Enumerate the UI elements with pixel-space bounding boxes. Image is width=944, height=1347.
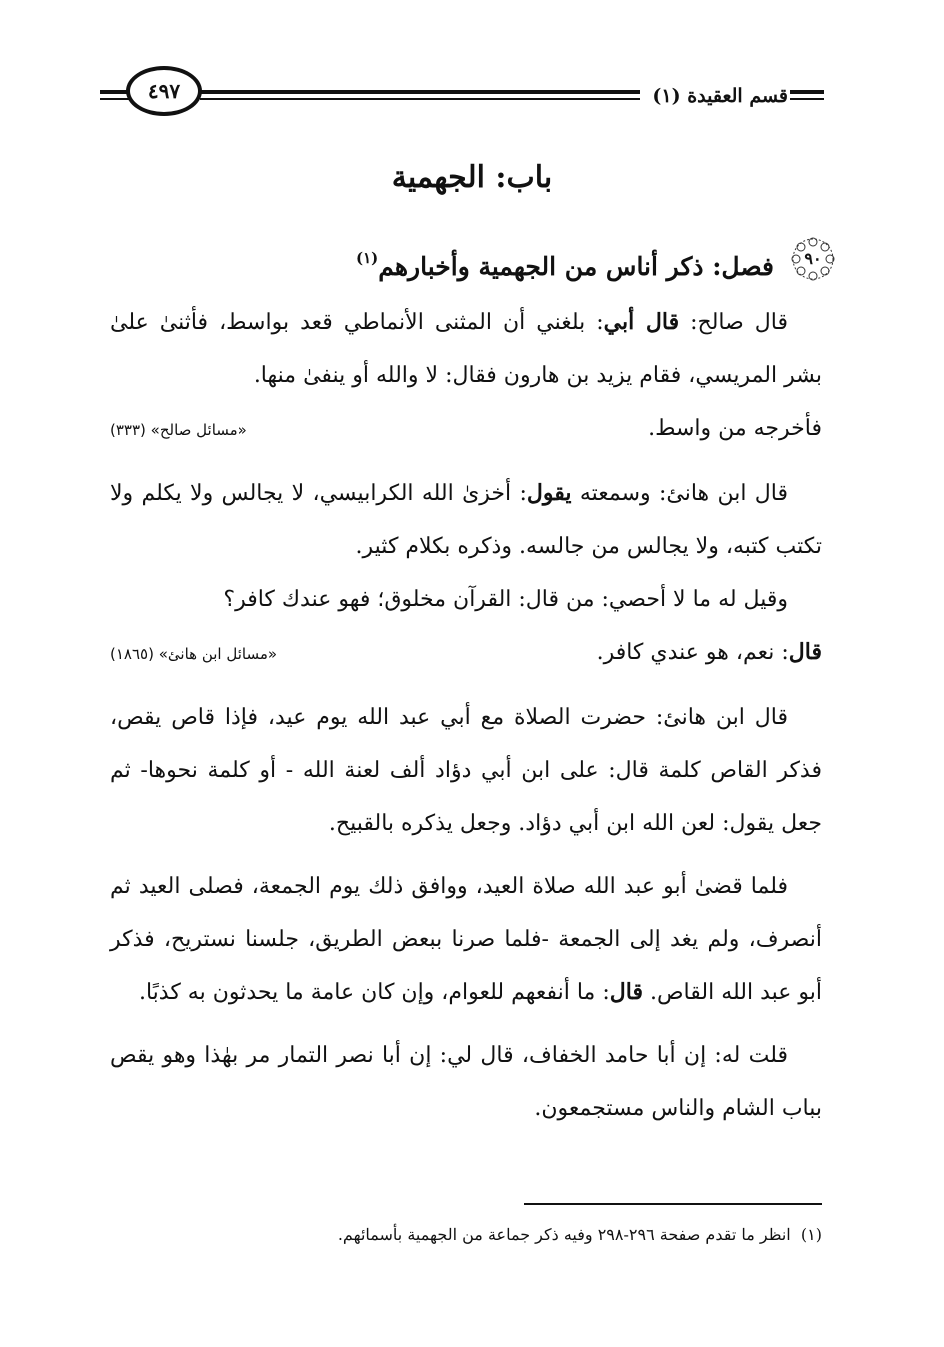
p1-rest: : بلغني أن المثنى الأنماطي قعد بواسط، فأثنىٰ علىٰ بشر المريسي، فقام يزيد بن هارون فقال: لا والله أو ينفىٰ منها. bbox=[110, 310, 822, 388]
source-citation: «مسائل صالح» (٣٣٣) bbox=[110, 421, 247, 439]
p2-lead: قال ابن هانئ: وسمعته bbox=[571, 481, 788, 506]
p2-rest: : أخزىٰ الله الكرابيسي، لا يجالس ولا يكلم ولا تكتب كتبه، ولا يجالس من جالسه. وذكره بكلام كثير. bbox=[110, 481, 822, 559]
p1-lead: قال صالح: bbox=[679, 310, 788, 335]
header-rule-right-thin bbox=[790, 98, 824, 100]
section-title-text: فصل: ذكر أناس من الجهمية وأخبارهم bbox=[378, 252, 774, 281]
footnote-separator bbox=[524, 1203, 822, 1205]
section-heading bbox=[108, 236, 836, 284]
p3-answer: : نعم، هو عندي كافر. bbox=[596, 640, 789, 665]
section-number: ٩٠ bbox=[804, 249, 822, 268]
p5-bold: قال bbox=[609, 979, 643, 1005]
footnote bbox=[110, 1222, 822, 1248]
p5-lead: فلما قضىٰ أبو عبد الله صلاة العيد، ووافق ذلك يوم الجمعة، فصلى العيد ثم أنصرف، ولم يغد إلى الجمعة -فلما صرنا ببعض الطريق، جلسنا نستريح، فذكر أبو عبد الله القاص. bbox=[110, 874, 822, 1005]
paragraph-4: قال ابن هانئ: حضرت الصلاة مع أبي عبد الله يوم عيد، فإذا قاص يقص، فذكر القاص كلمة قال: على ابن أبي دؤاد ألف لعنة الله - أو كلمة نحوها- ثم جعل يقول: لعن الله ابن أبي دؤاد. وجعل يذكره بالقبيح. bbox=[110, 705, 823, 836]
section-title bbox=[356, 238, 774, 287]
p3-answer-line bbox=[597, 626, 822, 679]
p3-bold: قال bbox=[788, 639, 822, 665]
header-rule-right bbox=[790, 90, 824, 94]
p3-source-line bbox=[110, 626, 822, 681]
p5-rest: : ما أنفعهم للعوام، وإن كان عامة ما يحدثون به كذبًا. bbox=[138, 980, 610, 1005]
body-text bbox=[110, 296, 822, 1135]
paragraph-5 bbox=[110, 860, 822, 1019]
footnote-number: (١) bbox=[800, 1225, 822, 1244]
p1-source-line bbox=[110, 402, 822, 457]
page-number: ٤٩٧ bbox=[147, 79, 181, 103]
paragraph-3: وقيل له ما لا أحصي: من قال: القرآن مخلوق؛ فهو عندك كافر؟ bbox=[223, 587, 788, 612]
source-citation: «مسائل ابن هانئ» (١٨٦٥) bbox=[110, 645, 278, 663]
paragraph-1 bbox=[110, 296, 822, 402]
paragraph-6: قلت له: إن أبا حامد الخفاف، قال لي: إن أبا نصر التمار مر بهٰذا وهو يقص بباب الشام والناس مستجمعون. bbox=[110, 1043, 822, 1121]
header-rule-left-thin bbox=[100, 98, 130, 100]
footnote-marker: (١) bbox=[355, 249, 379, 267]
page-number-badge bbox=[126, 66, 202, 116]
p1-last-line: فأخرجه من واسط. bbox=[648, 416, 822, 441]
footnote-text: انظر ما تقدم صفحة ٢٩٦-٢٩٨ وفيه ذكر جماعة من الجهمية بأسمائهم. bbox=[337, 1225, 791, 1244]
p1-bold: قال أبي bbox=[603, 309, 680, 335]
paragraph-2 bbox=[110, 467, 822, 573]
running-title: قسم العقيدة (١) bbox=[652, 85, 788, 107]
p2-bold: يقول bbox=[526, 480, 572, 506]
chapter-title: باب: الجهمية bbox=[391, 160, 553, 195]
